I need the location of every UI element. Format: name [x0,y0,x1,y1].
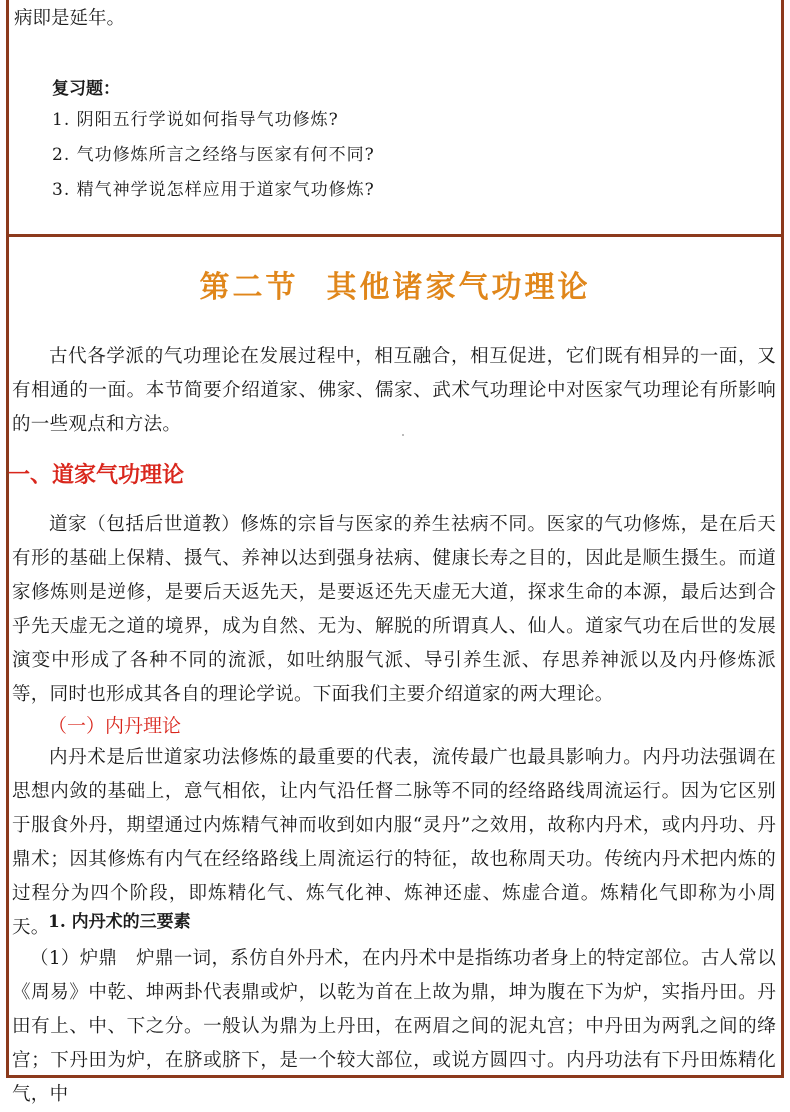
review-questions [52,74,375,208]
page-border-right [781,0,784,1078]
furnace-paragraph: （1）炉鼎 炉鼎一词，系仿自外丹术，在内丹术中是指练功者身上的特定部位。古人常以《周易》中乾、坤两卦代表鼎或炉，以乾为首在上故为鼎，坤为腹在下为炉，实指丹田。丹田有上、中、下之分。一般认为鼎为上丹田，在两眉之间的泥丸宫；中丹田为两乳之间的绛宫；下丹田为炉，在脐或脐下，是一个较大部位，或说方圆四寸。内丹功法有下丹田炼精化气，中 [12,948,776,1105]
review-item: 2. 气功修炼所言之经络与医家有何不同? [52,145,375,165]
review-title: 复习题： [52,79,120,99]
section-divider [6,234,784,237]
neidan-paragraph: 内丹术是后世道家功法修炼的最重要的代表，流传最广也最具影响力。内丹功法强调在思想内敛的基础上，意气相依，让内气沿任督二脉等不同的经络路线周流运行。因为它区别于服食外丹，期望通过内炼精气神而收到如内服“灵丹”之效用，故称内丹术，或内丹功、丹鼎术；因其修炼有内气在经络路线上周流运行的特征，故也称周天功。传统内丹术把内炼的过程分为四个阶段，即炼精化气、炼气化神、炼神还虚、炼虚合道。炼精化气即称为小周天。 [12,747,776,938]
section-title [0,262,790,306]
review-item: 1. 阴阳五行学说如何指导气功修炼? [52,110,339,130]
para3-block [12,942,776,1112]
previous-text-ending: 病即是延年。 [14,8,126,29]
heading-taoist-theory: 一、道家气功理论 [8,463,185,488]
intro-paragraph: 古代各学派的气功理论在发展过程中，相互融合，相互促进，它们既有相异的一面，又有相通的一面。本节简要介绍道家、佛家、儒家、武术气功理论中对医家气功理论有所影响的一些观点和方法。 [12,346,776,435]
taoist-paragraph: 道家（包括后世道教）修炼的宗旨与医家的养生祛病不同。医家的气功修炼，是在后天有形的基础上保精、摄气、养神以达到强身祛病、健康长寿之目的，因此是顺生摄生。而道家修炼则是逆修，是要后天返先天，是要返还先天虚无大道，探求生命的本源，最后达到合乎先天虚无之道的境界，成为自然、无为、解脱的所谓真人、仙人。道家气功在后世的发展演变中形成了各种不同的流派，如吐纳服气派、导引养生派、存思养神派以及内丹修炼派等，同时也形成其各自的理论学说。下面我们主要介绍道家的两大理论。 [12,514,776,705]
review-item: 3. 精气神学说怎样应用于道家气功修炼? [52,180,375,200]
section-name: 其他诸家气功理论 [326,270,591,305]
heading-neidan-theory: （一）内丹理论 [48,715,182,737]
para1-block [12,508,776,712]
section-number: 第二节 [199,270,299,305]
heading-three-elements: 1. 内丹术的三要素 [48,912,191,932]
page-border-left [6,0,9,1078]
speck [402,434,404,436]
intro-block [12,340,776,442]
